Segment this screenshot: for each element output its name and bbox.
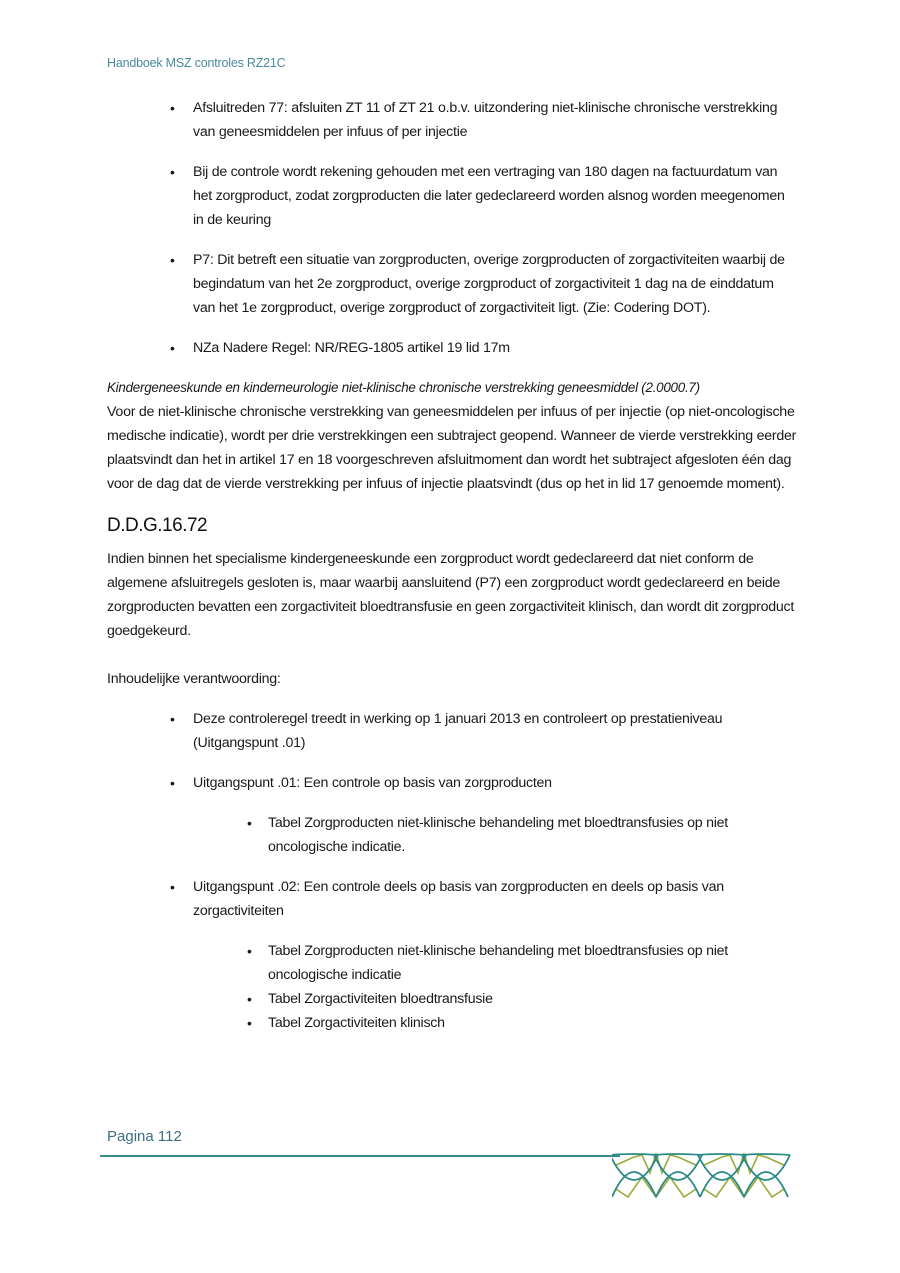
list-item [107,248,797,320]
section-label: Inhoudelijke verantwoording: [107,671,281,687]
logo-teal-arc [612,1172,656,1197]
bullet-icon: • [170,775,175,791]
list-item [107,160,797,232]
logo-teal-arc [698,1154,746,1180]
sub-list-item-text: Tabel Zorgproducten niet-klinische behandeling met bloedtransfusies op niet oncologische indicatie [268,943,728,983]
document-body [107,96,797,1035]
logo-teal-arc [742,1154,790,1180]
sub-list-item [193,987,797,1011]
bullet-icon: • [170,252,175,268]
list-item [107,96,797,144]
list-item [107,336,797,360]
sub-list-item [193,811,797,859]
bullet-icon: • [247,1015,252,1031]
bullet-icon: • [247,943,252,959]
sub-list [193,939,797,1035]
logo-teal-arc [744,1172,788,1197]
list-item-text: Afsluitreden 77: afsluiten ZT 11 of ZT 21 o.b.v. uitzondering niet-klinische chronische verstrekking van geneesmiddelen per infuus of per injectie [193,100,778,140]
logo-olive-zigzag [704,1177,784,1197]
footer-divider [100,1155,620,1157]
list-item-text: P7: Dit betreft een situatie van zorgproducten, overige zorgproducten of zorgactiviteiten waarbij de begindatum van het 2e zorgproduct, overige zorgproduct of zorgactiviteit 1 dag na de einddatum van het 1e zorgproduct, overige zorgproduct of zorgactiviteit ligt. (Zie: Codering DOT). [193,252,785,316]
bullet-icon: • [247,815,252,831]
list-item-text: Bij de controle wordt rekening gehouden met een vertraging van 180 dagen na factuurdatum van het zorgproduct, zodat zorgproducten die later gedeclareerd worden alsnog worden meegenomen in de keuring [193,164,785,228]
logo-teal-arc [654,1154,702,1180]
list-item [107,771,797,859]
logo-olive-zigzag [616,1177,696,1197]
bullet-icon: • [170,879,175,895]
top-bullet-list [107,96,797,360]
sub-list-item [193,939,797,987]
logo-teal-arc [656,1172,700,1197]
list-item-text: Deze controleregel treedt in werking op 1 januari 2013 en controleert op prestatieniveau (Uitgangspunt .01) [193,711,723,751]
list-item [107,875,797,1035]
bullet-icon: • [170,340,175,356]
logo-olive-zigzag [704,1153,784,1173]
italic-section-body: Voor de niet-klinische chronische verstrekking van geneesmiddelen per infuus of per injectie (op niet-oncologische medische indicatie), wordt per drie verstrekkingen een subtraject geopend. Wanneer de vierde verstrekking eerder plaatsvindt dan het in artikel 17 en 18 voorgeschreven afsluitmoment dan wordt het subtraject afgesloten één dag voor de dag dat de vierde verstrekking per infuus of injectie plaatsvindt (dus op het in lid 17 genoemde moment). [107,404,797,492]
sub-list-item-text: Tabel Zorgactiviteiten klinisch [268,1015,445,1031]
logo-teal-arc [612,1154,658,1180]
sub-list-item-text: Tabel Zorgactiviteiten bloedtransfusie [268,991,493,1007]
italic-section-title: Kindergeneeskunde en kinderneurologie niet-klinische chronische verstrekking geneesmiddel (2.0000.7) [107,380,700,395]
logo-olive-zigzag [616,1153,696,1173]
bullet-icon: • [170,164,175,180]
list-item-text: Uitgangspunt .02: Een controle deels op basis van zorgproducten en deels op basis van zorgactiviteiten [193,879,724,919]
bullet-icon: • [247,991,252,1007]
logo-teal-arcs [612,1154,790,1197]
sub-list-item [193,1011,797,1035]
page-number: Pagina 112 [107,1128,182,1145]
bullet-icon: • [170,711,175,727]
sub-list [193,811,797,859]
sub-list-item-text: Tabel Zorgproducten niet-klinische behandeling met bloedtransfusies op niet oncologische indicatie. [268,815,728,855]
page-header-title: Handboek MSZ controles RZ21C [107,56,286,70]
list-item-text: Uitgangspunt .01: Een controle op basis van zorgproducten [193,775,552,791]
interlaced-arcs-pattern-icon [612,1153,792,1199]
verantwoording-list [107,707,797,1035]
bullet-icon: • [170,100,175,116]
list-item [107,707,797,755]
logo-teal-arc [700,1172,744,1197]
list-item-text: NZa Nadere Regel: NR/REG-1805 artikel 19 lid 17m [193,340,510,356]
section-heading: D.D.G.16.72 [107,515,208,536]
section-body: Indien binnen het specialisme kindergeneeskunde een zorgproduct wordt gedeclareerd dat niet conform de algemene afsluitregels gesloten is, maar waarbij aansluitend (P7) een zorgproduct wordt gedeclareerd en beide zorgproducten bevatten een zorgactiviteit bloedtransfusie en geen zorgactiviteit klinisch, dan wordt dit zorgproduct goedgekeurd. [107,551,795,639]
